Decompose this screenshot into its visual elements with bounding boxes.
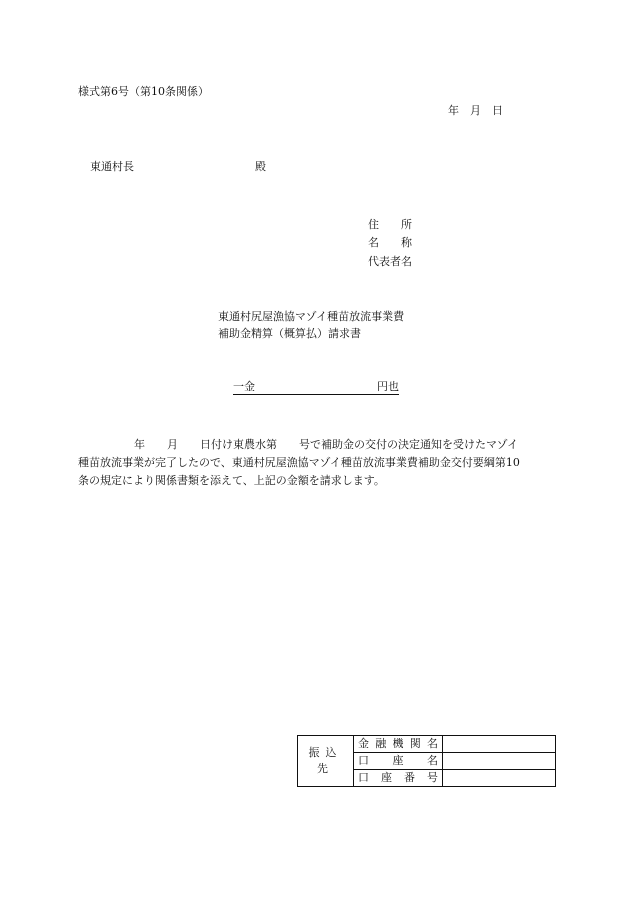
account-number-label: 口 座 番 号 — [354, 770, 443, 787]
document-title-line-1: 東通村尻屋漁協マゾイ種苗放流事業費 — [218, 310, 405, 323]
applicant-representative-label: 代表者名 — [368, 255, 412, 268]
form-number: 様式第6号（第10条関係） — [78, 85, 209, 98]
address-char-2: 所 — [401, 218, 412, 231]
honorific: 殿 — [255, 160, 266, 173]
request-body-text — [78, 436, 558, 490]
name-char-2: 称 — [401, 236, 412, 249]
amount-prefix: 一金 — [233, 380, 255, 393]
body-line-3: 条の規定により関係書類を添えて、上記の金額を請求します。 — [78, 474, 385, 487]
amount-suffix: 円也 — [377, 380, 399, 393]
address-char-1: 住 — [368, 218, 379, 231]
bank-table-header: 振込先 — [298, 736, 354, 787]
applicant-name-label — [368, 237, 412, 248]
addressee: 東通村長 — [90, 160, 134, 173]
name-char-1: 名 — [368, 236, 379, 249]
bank-transfer-table — [297, 735, 556, 787]
bank-name-label: 金 融 機 関 名 — [354, 736, 443, 753]
account-number-field[interactable] — [443, 770, 556, 787]
account-name-field[interactable] — [443, 753, 556, 770]
account-name-label: 口 座 名 — [354, 753, 443, 770]
applicant-address-label — [368, 219, 412, 230]
amount-line — [233, 381, 399, 395]
bank-name-field[interactable] — [443, 736, 556, 753]
body-line-1: 年 月 日付け東農水第 号で補助金の交付の決定通知を受けたマゾイ — [134, 438, 519, 451]
body-line-2: 種苗放流事業が完了したので、東通村尻屋漁協マゾイ種苗放流事業費補助金交付要綱第10 — [78, 456, 520, 469]
date-line: 年 月 日 — [448, 104, 503, 117]
document-title-line-2: 補助金精算（概算払）請求書 — [218, 327, 361, 340]
